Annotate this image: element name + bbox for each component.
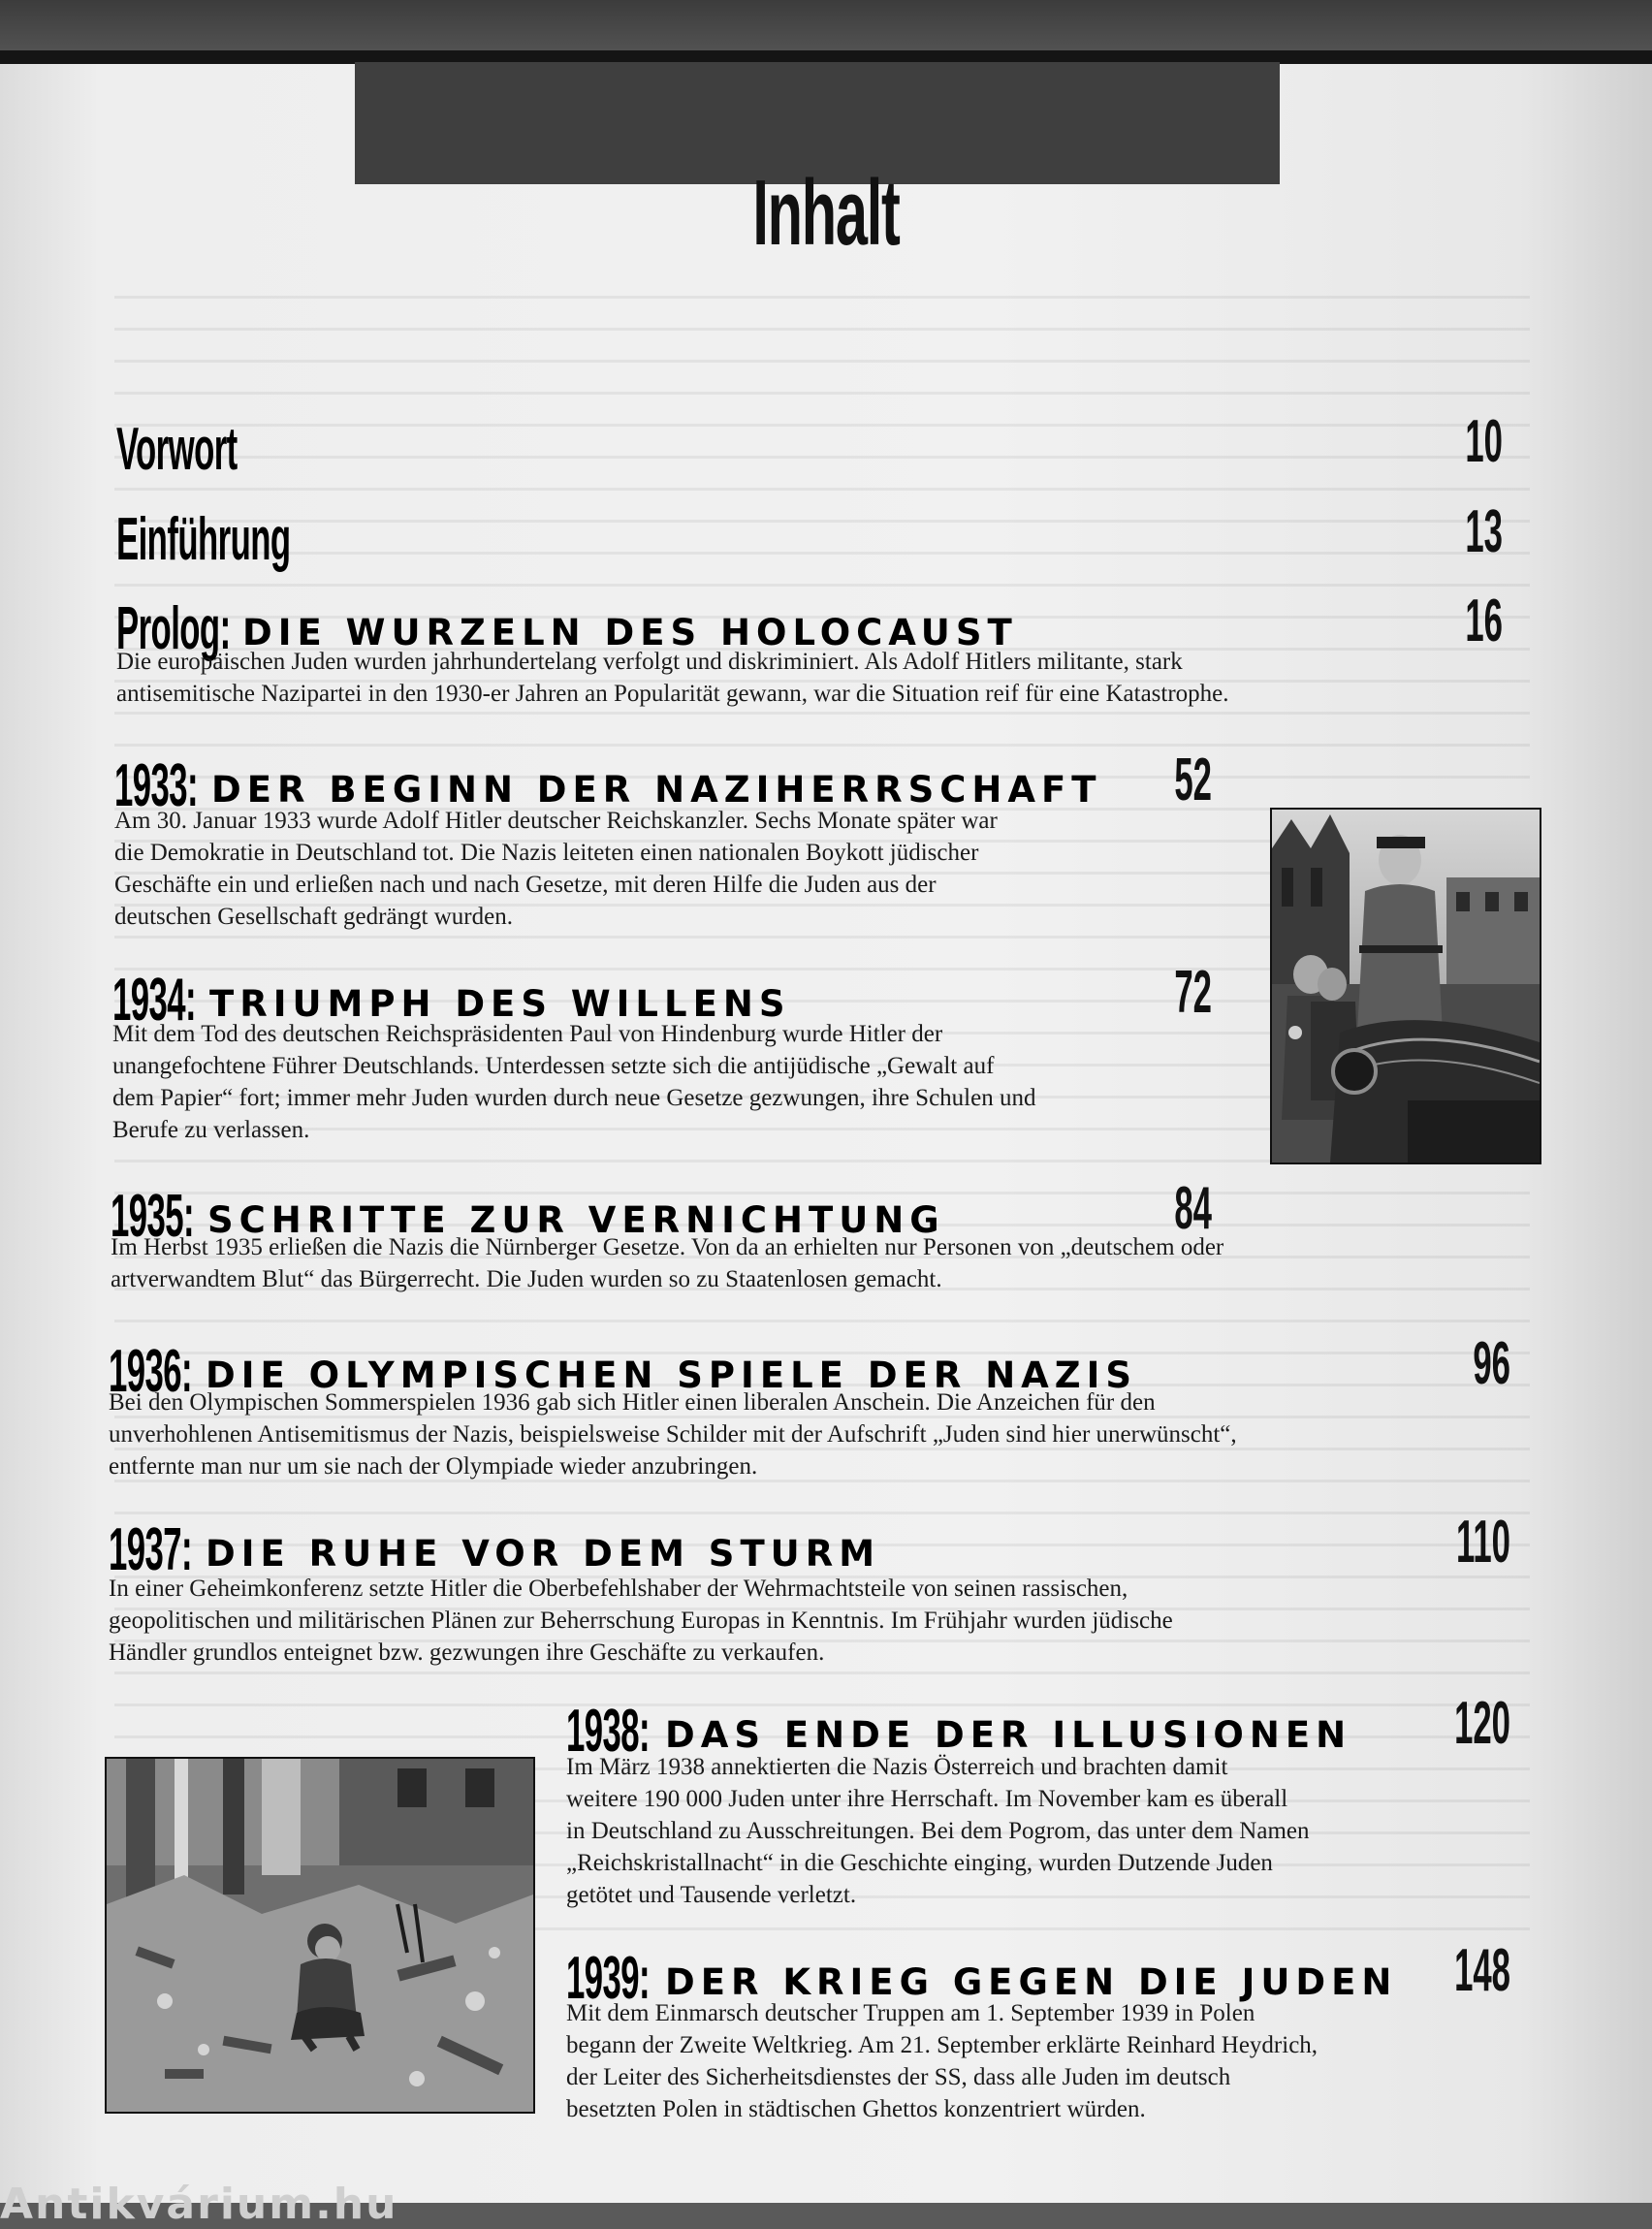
entry-label: 1936:	[109, 1338, 193, 1405]
photo-child-ruins	[105, 1757, 535, 2114]
entry-heading: DIE RUHE VOR DEM STURM	[206, 1533, 881, 1575]
entry-description: Im Herbst 1935 erließen die Nazis die Nürnberger Gesetze. Von da an erhielten nur Personen von „deutschem oder artverwandtem Blut“ das Bürgerrecht. Die Juden wurden so zu Staatenlosen gemacht.	[111, 1234, 1224, 1292]
entry-heading: SCHRITTE ZUR VERNICHTUNG	[207, 1199, 945, 1241]
entry-description: Im März 1938 annektierten die Nazis Österreich und brachten damit weitere 190 000 Juden unter ihre Herrschaft. Im November kam es überall in Deutschland zu Ausschreitungen. Bei dem Pogrom, das unter dem Namen „Reichskristallnacht“ in die Geschichte einging, wurden Dutzende Juden getötet und Tausende verletzt.	[566, 1754, 1310, 1908]
page-number: 72	[1174, 959, 1212, 1026]
photo-child-ruins-image	[107, 1759, 533, 2112]
entry-description: Bei den Olympischen Sommerspielen 1936 gab sich Hitler einen liberalen Anschein. Die Anzeichen für den unverhohlenen Antisemitismus der Nazis, beispielsweise Schilder mit der Aufschrift „Juden sind hier unerwünscht“, entfernte man nur um sie nach der Olympiade wieder anzubringen.	[109, 1389, 1237, 1480]
entry-label: Vorwort	[116, 416, 238, 483]
entry-description: Die europäischen Juden wurden jahrhundertelang verfolgt und diskriminiert. Als Adolf Hitlers militante, stark antisemitische Nazipartei in den 1930-er Jahren an Popularität gewann, war die Situation reif für eine Katastrophe.	[116, 649, 1229, 707]
toc-entry-1937	[109, 1513, 1078, 1583]
page-number: 148	[1454, 1937, 1510, 2004]
entry-description: In einer Geheimkonferenz setzte Hitler die Oberbefehlshaber der Wehrmachtsteile von seinen rassischen, geopolitischen und militärischen Plänen zur Beherrschung Europas in Kenntnis. Im Frühjahr wurden jüdische Händler grundlos enteignet bzw. gezwungen ihre Geschäfte zu verkaufen.	[109, 1576, 1173, 1666]
page-number: 10	[1465, 408, 1503, 475]
entry-description: Am 30. Januar 1933 wurde Adolf Hitler deutscher Reichskanzler. Sechs Monate später war die Demokratie in Deutschland tot. Die Nazis leiteten einen nationalen Boykott jüdischer Geschäfte ein und erließen nach und nach Gesetze, mit deren Hilfe die Juden aus der deutschen Gesellschaft gedrängt wurden.	[114, 808, 998, 930]
entry-heading: DAS ENDE DER ILLUSIONEN	[665, 1714, 1352, 1756]
page-number: 84	[1174, 1175, 1212, 1242]
entry-heading: DER BEGINN DER NAZIHERRSCHAFT	[211, 769, 1102, 811]
entry-heading: DIE WURZELN DES HOLOCAUST	[242, 612, 1018, 653]
page-number: 13	[1465, 498, 1503, 565]
entry-label: 1938:	[566, 1698, 651, 1765]
entry-heading: DER KRIEG GEGEN DIE JUDEN	[665, 1961, 1398, 2003]
watermark-text: Antikvárium.hu	[0, 2180, 398, 2229]
page-title: Inhalt	[752, 161, 900, 265]
entry-label: 1939:	[566, 1945, 651, 2012]
page-number: 16	[1465, 588, 1503, 654]
entry-label: 1934:	[112, 967, 197, 1034]
page-number: 96	[1473, 1330, 1510, 1397]
entry-heading: DIE OLYMPISCHEN SPIELE DER NAZIS	[206, 1354, 1138, 1396]
page-number: 52	[1174, 747, 1212, 813]
page-number: 110	[1455, 1509, 1510, 1576]
entry-label: 1933:	[114, 752, 199, 819]
entry-label: 1935:	[111, 1183, 195, 1250]
entry-label: Prolog:	[116, 595, 231, 662]
entry-heading: TRIUMPH DES WILLENS	[209, 983, 791, 1025]
entry-description: Mit dem Einmarsch deutscher Truppen am 1. September 1939 in Polen begann der Zweite Weltkrieg. Am 21. September erklärte Reinhard Heydrich, der Leiter des Sicherheitsdienstes der SS, dass alle Juden im deutsch besetzten Polen in städtischen Ghettos konzentriert würden.	[566, 2000, 1318, 2122]
photo-hitler-parade	[1270, 808, 1541, 1164]
entry-description: Mit dem Tod des deutschen Reichspräsidenten Paul von Hindenburg wurde Hitler der unangefochtene Führer Deutschlands. Unterdessen setzte sich die antijüdische „Gewalt auf dem Papier“ fort; immer mehr Juden wurden durch neue Gesetze gezwungen, ihre Schulen und Berufe zu verlassen.	[112, 1021, 1036, 1143]
photo-hitler-parade-image	[1272, 810, 1540, 1162]
background-top	[0, 0, 1652, 58]
entry-label: Einführung	[116, 506, 291, 573]
entry-label: 1937:	[109, 1516, 193, 1583]
page-number: 120	[1454, 1690, 1510, 1757]
